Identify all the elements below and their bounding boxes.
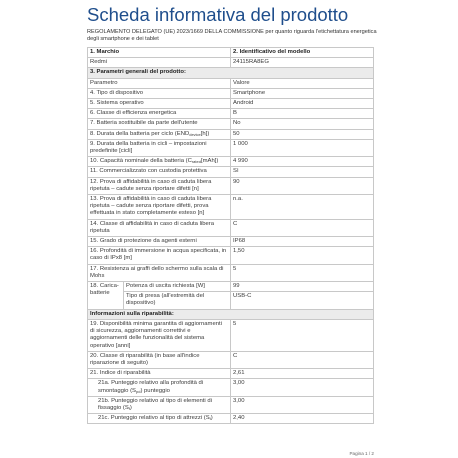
model-label: 2. Identificativo del modello [231, 48, 374, 58]
row-value: 3,00 [231, 379, 374, 396]
row-label-text: 4. Tipo di dispositivo [90, 89, 144, 96]
row-label [88, 237, 231, 247]
param-header-label: Parametro [88, 78, 231, 88]
row-label [88, 139, 231, 156]
row-value: n.a. [231, 195, 374, 220]
row-value: 2,40 [231, 414, 374, 424]
brand-value: Redmi [88, 58, 231, 68]
row-label-subscript: t [209, 416, 211, 422]
section-general-heading: 3. Parametri generali del prodotto: [88, 68, 374, 78]
table-row [88, 129, 374, 139]
row-label-text: 14. Classe di affidabilità in caso di caduta libera ripetuta [90, 220, 214, 234]
table-row [88, 139, 374, 156]
row-label [88, 414, 231, 424]
row-label-subscript: device [189, 131, 201, 137]
table-row [88, 157, 374, 167]
row-value: 50 [231, 129, 374, 139]
row-label-text: 21c. Punteggio relativo al tipo di attrezzi (S [98, 415, 210, 422]
row-label-text: 7. Batteria sostituibile da parte dell'utente [90, 120, 198, 127]
charger-row-socket [88, 292, 374, 309]
charger-socket-label: Tipo di presa (all'estremità del dispositivo) [124, 292, 231, 309]
table-row [88, 414, 374, 424]
row-label-tail: ) [210, 415, 213, 422]
table-row [88, 167, 374, 177]
row-label [88, 99, 231, 109]
page-title: Scheda informativa del prodotto [87, 4, 349, 25]
table-row [88, 319, 374, 351]
row-label [88, 396, 231, 413]
table-row [88, 119, 374, 129]
row-label-text: 9. Durata della batteria in cicli – impostazioni predefinite [cicli] [90, 140, 207, 155]
row-value: No [231, 119, 374, 129]
row-label-text: 11. Commercializzato con custodia protettiva [90, 168, 207, 175]
row-label [88, 351, 231, 368]
row-label [88, 379, 231, 396]
section-general-row [88, 68, 374, 78]
table-row [88, 99, 374, 109]
row-value: 3,00 [231, 396, 374, 413]
table-row [88, 237, 374, 247]
row-value: Sì [231, 167, 374, 177]
model-value: 24115RA8EG [231, 58, 374, 68]
row-label [88, 195, 231, 220]
page-number: Pagina 1 / 2 [349, 451, 374, 456]
row-label-text: 19. Disponibilità minima garantita di aggiornamenti di sicurezza, aggiornamenti correttivi e aggiornamenti delle funzionalità del sistema operativo [anni] [90, 320, 222, 349]
row-value: C [231, 351, 374, 368]
row-value: Smartphone [231, 88, 374, 98]
param-header-value: Valore [231, 78, 374, 88]
table-row [88, 264, 374, 281]
row-label [88, 247, 231, 264]
row-label [88, 264, 231, 281]
row-value: 2,61 [231, 369, 374, 379]
row-label [88, 88, 231, 98]
row-label-text: 20. Classe di riparabilità (in base all'indice riparazione di seguito) [90, 352, 200, 366]
row-label-text: 21. Indice di riparabilità [90, 370, 151, 377]
regulation-subtitle: REGOLAMENTO DELEGATO (UE) 2023/1669 DELLA COMMISSIONE per quanto riguarda l'etichettatura energetica degli smartphone e dei tablet [87, 29, 377, 43]
table-row [88, 177, 374, 194]
row-label-text: 17. Resistenza ai graffi dello schermo sulla scala di Mohs [90, 265, 224, 279]
row-label-tail: ) punteggio [140, 387, 170, 394]
row-label [88, 129, 231, 139]
table-row [88, 109, 374, 119]
row-value: 99 [231, 282, 374, 292]
section-repair-row [88, 309, 374, 319]
charger-label: 18. Carica-batterie [88, 282, 124, 310]
row-value: IP68 [231, 237, 374, 247]
brand-model-header-row [88, 48, 374, 58]
row-value: 1 000 [231, 139, 374, 156]
row-label [88, 119, 231, 129]
row-label [88, 369, 231, 379]
row-label [88, 219, 231, 236]
row-label [88, 319, 231, 351]
row-value: 5 [231, 264, 374, 281]
row-value: 1,50 [231, 247, 374, 264]
row-label-text: 6. Classe di efficienza energetica [90, 110, 177, 117]
row-value: USB-C [231, 292, 374, 309]
section-repair-heading: Informazioni sulla riparabilità: [88, 309, 374, 319]
row-value: 5 [231, 319, 374, 351]
row-label-text: 21b. Punteggio relativo al tipo di elementi di fissaggio (S [98, 397, 212, 411]
row-label-text: 15. Grado di protezione da agenti esterni [90, 238, 197, 245]
row-value: B [231, 109, 374, 119]
row-value: C [231, 219, 374, 236]
row-value: 4 990 [231, 157, 374, 167]
row-label-subscript: pd [135, 388, 141, 394]
row-label-tail: [mAh]) [200, 158, 219, 165]
row-label [88, 177, 231, 194]
table-row [88, 88, 374, 98]
product-table [87, 47, 374, 424]
row-label-tail: [h]) [200, 130, 210, 137]
row-label-text: 13. Prova di affidabilità in caso di caduta libera ripetuta – cadute senza riportare difetti, prova effettuata in stato completamente esteso [n] [90, 196, 212, 217]
row-label [88, 167, 231, 177]
table-row [88, 369, 374, 379]
row-label [88, 157, 231, 167]
table-row [88, 195, 374, 220]
table-row [88, 379, 374, 396]
row-label-text: 12. Prova di affidabilità in caso di caduta libera ripetuta – cadute senza riportare difetti [n] [90, 178, 212, 192]
param-header-row [88, 78, 374, 88]
row-label-text: 8. Durata della batteria per ciclo (END [90, 130, 190, 137]
row-label [88, 109, 231, 119]
row-label-subscript: f [128, 405, 130, 411]
table-row [88, 396, 374, 413]
row-value: Android [231, 99, 374, 109]
row-label-text: 16. Profondità di immersione in acqua specificata, in caso di IPx8 [m] [90, 248, 227, 262]
brand-label: 1. Marchio [88, 48, 231, 58]
table-row [88, 351, 374, 368]
row-value: 90 [231, 177, 374, 194]
row-label-text: 5. Sistema operativo [90, 100, 144, 107]
row-label-tail: ) [129, 404, 132, 411]
row-label-subscript: rated [191, 159, 201, 165]
table-row [88, 219, 374, 236]
row-label-text: 10. Capacità nominale della batteria (C [90, 158, 192, 165]
brand-model-value-row [88, 58, 374, 68]
charger-row-power [88, 282, 374, 292]
table-row [88, 247, 374, 264]
charger-power-label: Potenza di uscita richiesta [W] [124, 282, 231, 292]
row-label-text: 21a. Punteggio relativo alla profondità di smontaggio (S [98, 380, 204, 394]
